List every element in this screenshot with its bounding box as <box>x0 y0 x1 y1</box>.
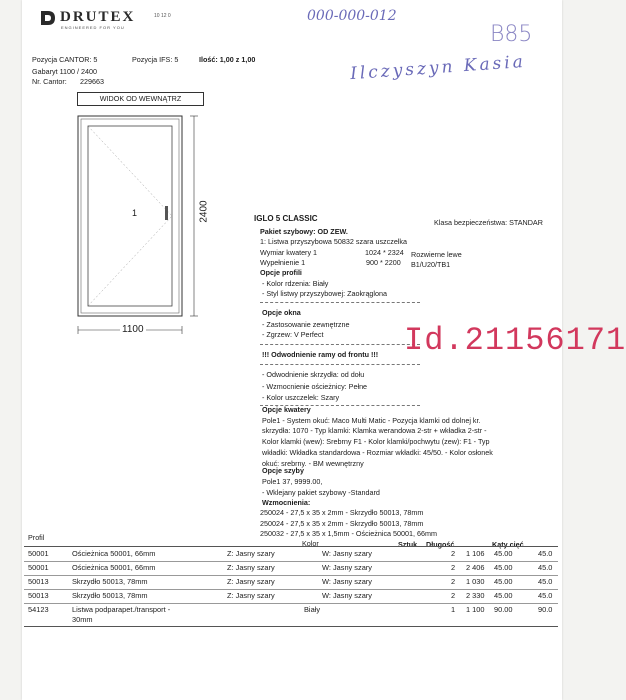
height-dimension: 2400 <box>198 200 210 223</box>
glass-options-line: Pole1 37, 9999.00, <box>262 477 323 486</box>
wymiar-value: 1024 * 2324 <box>365 248 404 257</box>
sash-options-line: Kolor klamki (wew): Srebrny F1 - Kolor klamki/pochwytu (zew): F1 - Typ <box>262 437 490 446</box>
drainage-warning: !!! Odwodnienie ramy od frontu !!! <box>262 350 379 359</box>
pozycja-ifs: Pozycja IFS: 5 <box>132 55 179 64</box>
wymiar-label: Wymiar kwatery 1 <box>260 248 318 257</box>
cell-sztuk: 1 <box>451 605 456 614</box>
profile-option: - Styl listwy przyszybowej: Zaokrąglona <box>262 289 388 298</box>
misc-option: - Wzmocnienie ościeżnicy: Pełne <box>262 382 368 391</box>
cell-kat1: 90.00 <box>494 605 513 614</box>
cell-color-int: W: Jasny szary <box>322 577 372 586</box>
cell-profil: 50013 <box>28 577 49 586</box>
cell-kat2: 45.0 <box>538 549 553 558</box>
cell-dlugosc: 1 106 <box>466 549 485 558</box>
sash-options-line: okuć: srebrny. - BM wewnętrzny <box>262 459 364 468</box>
sash-options-title: Opcje kwatery <box>262 405 311 414</box>
logo-text: DRUTEX <box>60 9 136 25</box>
cell-kat1: 45.00 <box>494 563 513 572</box>
cell-dlugosc: 2 406 <box>466 563 485 572</box>
reinforcement-line: 250032 - 27,5 x 35 x 1,5mm - Ościeżnica 50001, 66mm <box>260 529 437 538</box>
cell-dlugosc: 1 030 <box>466 577 485 586</box>
table-bottom-rule <box>24 626 558 627</box>
door-drawing <box>62 108 212 340</box>
table-row <box>22 549 562 561</box>
cell-color-int: Biały <box>304 605 321 614</box>
reinforcement-line: 250024 - 27,5 x 35 x 2mm - Skrzydło 50013, 78mm <box>260 519 424 528</box>
width-dimension: 1100 <box>122 324 144 335</box>
cell-sztuk: 2 <box>451 591 456 600</box>
wypelnienie-value: 900 * 2200 <box>366 258 401 267</box>
handwritten-id-stamp: Id.21156171 <box>404 322 626 359</box>
divider <box>260 344 420 345</box>
glass-options-title: Opcje szyby <box>262 466 304 475</box>
misc-option: - Odwodnienie skrzydła: od dołu <box>262 370 365 379</box>
wymiar-extra: Rozwierne lewe <box>411 250 462 259</box>
pozycja-cantor: Pozycja CANTOR: 5 <box>32 55 98 64</box>
ilosc: Ilość: 1,00 z 1,00 <box>199 55 256 64</box>
nr-cantor-label: Nr. Cantor: <box>32 77 67 86</box>
cell-kat2: 45.0 <box>538 577 553 586</box>
cell-sztuk: 2 <box>451 549 456 558</box>
reinforcements-title: Wzmocnienia: <box>262 498 311 507</box>
cell-sztuk: 2 <box>451 563 456 572</box>
misc-option: - Kolor uszczelek: Szary <box>262 393 340 402</box>
col-header-dlugosc: Długość <box>426 540 455 549</box>
cell-name: Ościeżnica 50001, 66mm <box>72 549 156 558</box>
cell-profil: 50001 <box>28 563 49 572</box>
cell-color-ext: Z: Jasny szary <box>227 591 275 600</box>
sash-options-line: wkładki: Wkładka standardowa - Rozmiar wkładki: 45/50. - Kolor osłonek <box>262 448 493 457</box>
sash-number: 1 <box>132 208 138 218</box>
sash-options-line: Pole1 - System okuć: Maco Multi Matic - Pozycja klamki od dolnej kr. <box>262 416 481 425</box>
nr-cantor-value: 229663 <box>80 77 104 86</box>
col-header-profil: Profil <box>28 533 45 542</box>
product-name: IGLO 5 CLASSIC <box>254 214 318 223</box>
glass-line: 1: Listwa przyszybowa 50832 szara uszczelka <box>260 237 408 246</box>
divider <box>260 302 420 303</box>
glass-options-line: - Wklejany pakiet szybowy -Standard <box>262 488 380 497</box>
table-row <box>22 577 562 589</box>
cell-sztuk: 2 <box>451 577 456 586</box>
cell-color-ext: Z: Jasny szary <box>227 563 275 572</box>
cell-profil: 50013 <box>28 591 49 600</box>
row-rule <box>24 589 558 590</box>
handwritten-top-code: 000-000-012 <box>307 8 397 24</box>
profile-option: - Kolor rdzenia: Biały <box>262 279 329 288</box>
small-code: 10 12 0 <box>154 13 171 19</box>
cell-name: Listwa podparapet./transport - <box>72 605 171 614</box>
handwritten-signature: Ilczyszyn Kasia <box>349 51 527 85</box>
handwritten-badge: B85 <box>490 22 533 47</box>
profile-options-title: Opcje profili <box>260 268 302 277</box>
cell-color-ext: Z: Jasny szary <box>227 577 275 586</box>
table-row <box>22 563 562 575</box>
cell-profil: 50001 <box>28 549 49 558</box>
cell-name: Skrzydło 50013, 78mm <box>72 577 148 586</box>
document-page <box>22 0 626 700</box>
row-rule <box>24 561 558 562</box>
view-label: WIDOK OD WEWNĄTRZ <box>77 92 204 106</box>
cell-name: Skrzydło 50013, 78mm <box>72 591 148 600</box>
divider <box>260 364 420 365</box>
sash-options-line: skrzydła: 1070 - Typ klamki: Klamka werandowa 2-str + wkładka 2-str - <box>262 426 487 435</box>
cell-color-int: W: Jasny szary <box>322 563 372 572</box>
wypelnienie-extra: B1/U20/TB1 <box>411 260 451 269</box>
cell-kat1: 45.00 <box>494 591 513 600</box>
table-row <box>22 605 562 617</box>
logo-mark-icon <box>38 8 58 28</box>
cell-color-int: W: Jasny szary <box>322 549 372 558</box>
col-header-katy: Kąty cięć <box>492 540 524 549</box>
cell-name: Ościeżnica 50001, 66mm <box>72 563 156 572</box>
window-option: - Zastosowanie zewnętrzne <box>262 320 350 329</box>
cell-kat1: 45.00 <box>494 577 513 586</box>
cell-color-ext: Z: Jasny szary <box>227 549 275 558</box>
row-rule <box>24 575 558 576</box>
window-options-title: Opcje okna <box>262 308 301 317</box>
cell-kat2: 45.0 <box>538 591 553 600</box>
security-class: Klasa bezpieczeństwa: STANDAR <box>434 218 543 227</box>
cell-name-continuation: 30mm <box>72 615 93 624</box>
col-header-kolor: Kolor <box>302 539 319 548</box>
cell-color-int: W: Jasny szary <box>322 591 372 600</box>
cell-profil: 54123 <box>28 605 49 614</box>
wypelnienie-label: Wypełnienie 1 <box>260 258 306 267</box>
glass-package: Pakiet szybowy: OD ZEW. <box>260 227 348 236</box>
cell-dlugosc: 1 100 <box>466 605 485 614</box>
cell-kat2: 90.0 <box>538 605 553 614</box>
gabaryt: Gabaryt 1100 / 2400 <box>32 67 97 76</box>
table-row <box>22 591 562 603</box>
cell-dlugosc: 2 330 <box>466 591 485 600</box>
row-rule <box>24 603 558 604</box>
cell-kat1: 45.00 <box>494 549 513 558</box>
window-option: - Zgrzew: V Perfect <box>262 330 324 339</box>
table-header-rule <box>24 546 558 547</box>
reinforcement-line: 250024 - 27,5 x 35 x 2mm - Skrzydło 50013, 78mm <box>260 508 424 517</box>
col-header-sztuk: Sztuk <box>398 540 418 549</box>
cell-kat2: 45.0 <box>538 563 553 572</box>
logo-tagline: ENGINEERED FOR YOU <box>61 25 125 30</box>
